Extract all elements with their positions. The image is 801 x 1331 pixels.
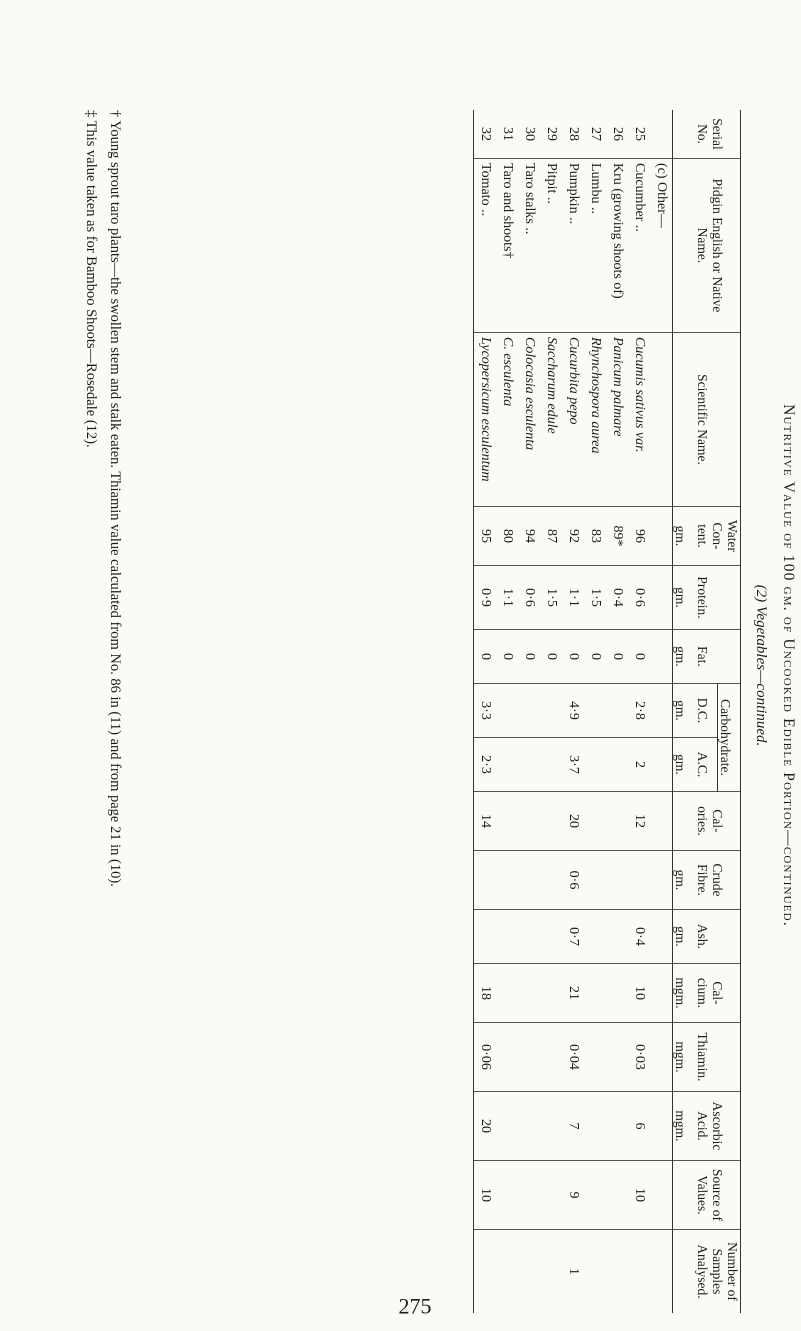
cell-name: Lumbu .. <box>584 159 606 333</box>
unit-thiamin: mgm. <box>673 1023 696 1092</box>
cell-fibre <box>474 851 497 910</box>
cell-carb-ac: 3·7 <box>562 738 584 792</box>
cell-calories: 14 <box>474 792 497 851</box>
cell-calories: 20 <box>562 792 584 851</box>
cell-calcium <box>650 964 673 1023</box>
cell-calcium: 21 <box>562 964 584 1023</box>
cell-calories <box>518 792 540 851</box>
cell-calcium <box>496 964 518 1023</box>
cell-scientific: Cucurbita pepo <box>562 333 584 507</box>
cell-carb-dc: 4·9 <box>562 684 584 738</box>
unit-serial <box>673 110 696 159</box>
unit-water: gm. <box>673 507 696 566</box>
cell-fat: 0 <box>540 630 562 684</box>
table-row <box>650 110 673 1313</box>
cell-ascorbic: 7 <box>562 1092 584 1161</box>
cell-serial: 26 <box>610 127 625 141</box>
cell-source <box>540 1161 562 1230</box>
cell-name: Pumpkin .. <box>562 159 584 333</box>
cell-calories <box>650 792 673 851</box>
cell-fat: 0 <box>584 630 606 684</box>
cell-fat: 0 <box>562 630 584 684</box>
cell-fibre <box>496 851 518 910</box>
footnote-dagger: † Young sprout taro plants—the swollen stem and stalk eaten. Thiamin value calculated from No. 86 in (11) and from page 21 in (10). <box>107 110 123 887</box>
unit-fat: gm. <box>673 630 696 684</box>
cell-calcium: 18 <box>474 964 497 1023</box>
unit-name <box>673 159 696 333</box>
cell-ash <box>584 910 606 964</box>
cell-fibre: 0·6 <box>562 851 584 910</box>
cell-water: 80 <box>496 507 518 566</box>
cell-samples <box>474 1230 497 1314</box>
cell-serial: 28 <box>566 127 581 141</box>
cell-serial: 32 <box>474 110 497 159</box>
cell-calories <box>496 792 518 851</box>
cell-carb-ac <box>606 738 628 792</box>
cell-thiamin <box>606 1023 628 1092</box>
cell-calories <box>540 792 562 851</box>
col-ascorbic: Ascorbic Acid. <box>695 1092 741 1161</box>
cell-ascorbic <box>606 1092 628 1161</box>
cell-protein <box>650 566 673 630</box>
col-calcium: Cal-cium. <box>695 964 741 1023</box>
cell-calcium: 10 <box>628 964 650 1023</box>
cell-water: 96 <box>628 507 650 566</box>
cell-ash <box>496 910 518 964</box>
title-main: Nutritive Value of 100 gm. of Uncooked Edible Portion <box>780 404 797 831</box>
col-thiamin: Thiamin. <box>695 1023 741 1092</box>
unit-protein: gm. <box>673 566 696 630</box>
table-body <box>474 110 673 1313</box>
table-row <box>562 110 584 1313</box>
table-row <box>496 110 518 1313</box>
col-carb-dc: D.C. <box>695 684 718 738</box>
unit-scientific <box>673 333 696 507</box>
cell-name: Taro and shoots† <box>496 159 518 333</box>
col-ash: Ash. <box>695 910 741 964</box>
cell-name: Taro stalks .. <box>518 159 540 333</box>
table-row <box>474 110 497 1313</box>
cell-ash: 0·7 <box>562 910 584 964</box>
cell-carb-dc <box>650 684 673 738</box>
cell-thiamin <box>584 1023 606 1092</box>
cell-source <box>518 1161 540 1230</box>
cell-fat: 0 <box>518 630 540 684</box>
page-subtitle: (2) Vegetables—continued. <box>753 584 769 747</box>
cell-protein: 0·6 <box>628 566 650 630</box>
cell-scientific: Cucumis sativus var. <box>628 333 650 507</box>
unit-calcium: mgm. <box>673 964 696 1023</box>
table-row <box>540 110 562 1313</box>
col-fibre: Crude Fibre. <box>695 851 741 910</box>
cell-fibre <box>606 851 628 910</box>
cell-protein: 0·6 <box>518 566 540 630</box>
cell-thiamin <box>540 1023 562 1092</box>
cell-source <box>584 1161 606 1230</box>
cell-thiamin <box>518 1023 540 1092</box>
cell-serial: 25 <box>632 127 647 141</box>
cell-source <box>650 1161 673 1230</box>
cell-source: 10 <box>628 1161 650 1230</box>
table-row <box>606 110 628 1313</box>
unit-ash: gm. <box>673 910 696 964</box>
cell-water: 87 <box>540 507 562 566</box>
cell-carb-dc <box>584 684 606 738</box>
cell-scientific <box>650 333 673 507</box>
col-carbohydrate: Carbohydrate. <box>718 684 741 792</box>
cell-fat: 0 <box>474 630 497 684</box>
cell-scientific: Panicum palmare <box>606 333 628 507</box>
cell-scientific: Colocasia esculenta <box>518 333 540 507</box>
cell-carb-ac: 2·3 <box>474 738 497 792</box>
unit-samples <box>673 1230 696 1314</box>
cell-scientific: C. esculenta <box>496 333 518 507</box>
cell-ascorbic <box>540 1092 562 1161</box>
cell-water: 92 <box>562 507 584 566</box>
cell-thiamin: 0·04 <box>562 1023 584 1092</box>
cell-fat <box>650 630 673 684</box>
cell-samples <box>584 1230 606 1314</box>
cell-protein: 1·5 <box>540 566 562 630</box>
cell-ash <box>606 910 628 964</box>
cell-samples <box>650 1230 673 1314</box>
cell-samples <box>496 1230 518 1314</box>
cell-serial: 27 <box>588 127 603 141</box>
table-row <box>584 110 606 1313</box>
cell-samples: 1 <box>562 1230 584 1314</box>
unit-calories <box>673 792 696 851</box>
cell-protein: 0·9 <box>474 566 497 630</box>
col-calories: Cal-ories. <box>695 792 741 851</box>
cell-water <box>650 507 673 566</box>
col-source: Source of Values. <box>695 1161 741 1230</box>
cell-name: Tomato .. <box>474 159 497 333</box>
cell-name: (c) Other— <box>650 159 673 333</box>
cell-ascorbic <box>518 1092 540 1161</box>
cell-source: 10 <box>474 1161 497 1230</box>
cell-protein: 1·5 <box>584 566 606 630</box>
cell-ash <box>518 910 540 964</box>
col-water: Water Con-tent. <box>695 507 741 566</box>
col-protein: Protein. <box>695 566 741 630</box>
cell-fibre <box>650 851 673 910</box>
cell-carb-ac <box>518 738 540 792</box>
cell-calcium <box>606 964 628 1023</box>
cell-carb-ac <box>496 738 518 792</box>
cell-serial <box>650 110 673 159</box>
footnote-double-dagger: ‡ This value taken as for Bamboo Shoots—Rosedale (12). <box>83 110 99 448</box>
cell-source: 9 <box>562 1161 584 1230</box>
cell-fibre <box>518 851 540 910</box>
cell-protein: 0·4 <box>606 566 628 630</box>
unit-carb-ac: gm. <box>673 738 696 792</box>
cell-ascorbic: 20 <box>474 1092 497 1161</box>
cell-scientific: Lycopersicum esculentum <box>474 333 497 507</box>
table-row <box>628 110 650 1313</box>
col-fat: Fat. <box>695 630 741 684</box>
nutrition-table <box>473 110 741 1313</box>
cell-calcium <box>584 964 606 1023</box>
cell-scientific: Saccharum edule <box>540 333 562 507</box>
cell-ash <box>474 910 497 964</box>
unit-fibre: gm. <box>673 851 696 910</box>
cell-scientific: Rhynchospora aurea <box>584 333 606 507</box>
cell-water: 95 <box>474 507 497 566</box>
cell-name: Pitpit .. <box>540 159 562 333</box>
unit-source <box>673 1161 696 1230</box>
cell-thiamin <box>650 1023 673 1092</box>
cell-water: 83 <box>584 507 606 566</box>
cell-name: Kru (growing shoots of) <box>606 159 628 333</box>
cell-carb-dc <box>518 684 540 738</box>
cell-thiamin: 0·06 <box>474 1023 497 1092</box>
cell-carb-dc: 3·3 <box>474 684 497 738</box>
cell-samples <box>518 1230 540 1314</box>
cell-water: 89* <box>606 507 628 566</box>
cell-fibre <box>540 851 562 910</box>
cell-carb-dc <box>496 684 518 738</box>
cell-protein: 1·1 <box>496 566 518 630</box>
cell-fat: 0 <box>606 630 628 684</box>
col-carb-ac: A.C. <box>695 738 718 792</box>
cell-carb-ac <box>540 738 562 792</box>
cell-serial: 30 <box>522 127 537 141</box>
cell-ash: 0·4 <box>628 910 650 964</box>
cell-calories <box>606 792 628 851</box>
cell-source <box>606 1161 628 1230</box>
cell-name: Cucumber .. <box>628 159 650 333</box>
cell-carb-ac: 2 <box>628 738 650 792</box>
title-suffix: —continued. <box>780 830 797 927</box>
cell-carb-ac <box>584 738 606 792</box>
cell-ash <box>540 910 562 964</box>
cell-fat: 0 <box>496 630 518 684</box>
cell-carb-dc: 2·8 <box>628 684 650 738</box>
table-row <box>518 110 540 1313</box>
cell-serial: 29 <box>544 127 559 141</box>
cell-ascorbic <box>584 1092 606 1161</box>
cell-fat: 0 <box>628 630 650 684</box>
cell-carb-dc <box>606 684 628 738</box>
col-scientific: Scientific Name. <box>695 333 741 507</box>
col-name: Pidgin English or Native Name. <box>695 159 741 333</box>
cell-ash <box>650 910 673 964</box>
unit-carb-dc: gm. <box>673 684 696 738</box>
cell-calcium <box>540 964 562 1023</box>
page-number: 275 <box>398 1293 432 1319</box>
cell-fibre <box>584 851 606 910</box>
cell-samples <box>628 1230 650 1314</box>
cell-samples <box>606 1230 628 1314</box>
col-samples: Number of Samples Analysed. <box>695 1230 741 1314</box>
unit-ascorbic: mgm. <box>673 1092 696 1161</box>
cell-thiamin <box>496 1023 518 1092</box>
cell-protein: 1·1 <box>562 566 584 630</box>
cell-calcium <box>518 964 540 1023</box>
cell-water: 94 <box>518 507 540 566</box>
footnotes <box>79 110 127 887</box>
cell-thiamin: 0·03 <box>628 1023 650 1092</box>
cell-calories <box>584 792 606 851</box>
page-title <box>779 0 797 1331</box>
col-serial: Serial No. <box>695 110 741 159</box>
cell-serial: 31 <box>500 127 515 141</box>
cell-carb-ac <box>650 738 673 792</box>
cell-carb-dc <box>540 684 562 738</box>
cell-ascorbic <box>650 1092 673 1161</box>
cell-calories: 12 <box>628 792 650 851</box>
cell-ascorbic: 6 <box>628 1092 650 1161</box>
cell-ascorbic <box>496 1092 518 1161</box>
cell-fibre <box>628 851 650 910</box>
cell-source <box>496 1161 518 1230</box>
cell-samples <box>540 1230 562 1314</box>
